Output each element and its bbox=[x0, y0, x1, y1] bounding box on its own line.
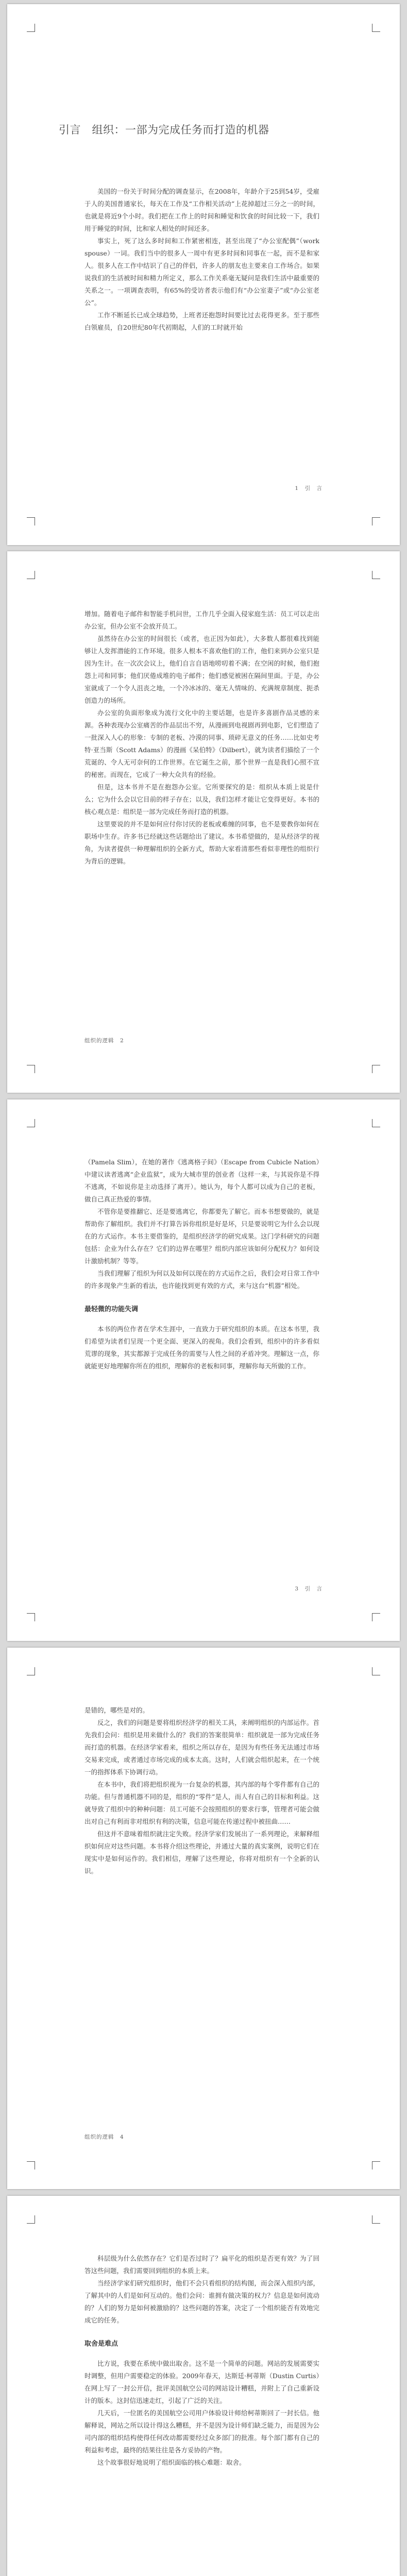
crop-mark bbox=[27, 2215, 35, 2224]
section-heading: 最轻微的功能失调 bbox=[84, 1306, 139, 1313]
paragraph: 当经济学家们研究组织时，他们不会只看组织的结构图，而会深入组织内部，了解其中的人们是如何互动的。他们会问：谁拥有做决策的权力？信息是如何流动的？人们的努力是如何被激励的？这些问题的答案，决定了一个组织能否有效地完成它的任务。 bbox=[84, 2279, 319, 2324]
page-body bbox=[84, 1704, 319, 1877]
page-folio: 1 引 言 bbox=[295, 485, 323, 492]
chapter-title: 引言 组织：一部为完成任务而打造的机器 bbox=[59, 124, 269, 136]
paragraph: 比方说，我要在系统中做出取舍。这不是一个简单的问题。网站的发展需要实时调整，但用户需要稳定的体验。2009年春天，达斯廷·柯蒂斯（Dustin Curtis）在网上写了一封公开信，批评美国航空公司的网站设计糟糕，并附上了自己重新设计的版本。这封信迅速走红，引起了广泛的关注。 bbox=[84, 2360, 319, 2404]
crop-mark bbox=[372, 1667, 380, 1675]
paragraph: 增加。随着电子邮件和智能手机问世，工作几乎全面入侵家庭生活：员工可以走出办公室，但办公室不会放开员工。 bbox=[84, 610, 319, 630]
crop-mark bbox=[27, 571, 35, 579]
document-page-5 bbox=[7, 2196, 400, 2576]
crop-mark bbox=[372, 1065, 380, 1073]
paragraph: 当我们理解了组织为何以及如何以现在的方式运作之后，我们会对日常工作中的许多现象产生新的看法，也许能找到更有效的方式，来与这台“机器”相处。 bbox=[84, 1269, 319, 1290]
page-body bbox=[84, 608, 319, 868]
page-body bbox=[84, 2252, 319, 2469]
section-heading: 取舍是难点 bbox=[84, 2340, 118, 2348]
page-body bbox=[84, 1156, 319, 1372]
paragraph: （Pamela Slim），在她的著作《逃离格子间》（Escape from Cubicle Nation）中建议读者逃离“企业监狱”，成为大城市里的创业者（这样一来，与其说你是不得不逃离，不如说你是主动选择了离开）。她认为，每个人都可以成为自己的老板，做自己真正热爱的事情。 bbox=[84, 1158, 319, 1203]
page-folio: 3 引 言 bbox=[295, 1586, 323, 1592]
crop-mark bbox=[27, 1065, 35, 1073]
crop-mark bbox=[27, 1119, 35, 1127]
paragraph: 不管你是要推翻它、还是要逃离它，你都要先了解它。而本书想要做的，就是帮助你了解组织。我们并不打算告诉你组织是好是坏，只是要说明它为什么会以现在的方式运作。本书主要借鉴的，是组织经济学的研究成果。这门学科研究的问题包括：企业为什么存在？它们的边界在哪里？组织内部应该如何分配权力？如何设计激励机制？等等。 bbox=[84, 1208, 319, 1265]
crop-mark bbox=[27, 2161, 35, 2170]
paragraph: 在本书中，我们将把组织视为一台复杂的机器，其内部的每个零件都有自己的功能。但与普通机器不同的是，组织的“零件”是人，而人有自己的目标和利益。这就导致了组织中的种种问题：员工可能不会按照组织的要求行事，管理者可能会做出对自己有利而非对组织有利的决策，信息可能在传递过程中被扭曲…… bbox=[84, 1781, 319, 1825]
paragraph: 但这并不意味着组织就注定失败。经济学家们发展出了一系列理论，来解释组织如何应对这些问题。本书将介绍这些理论，并通过大量的真实案例，说明它们在现实中是如何运作的。我们相信，理解了这些理论，你将对组织有一个全新的认识。 bbox=[84, 1830, 319, 1875]
crop-mark bbox=[372, 1119, 380, 1127]
paragraph: 几天后，一位匿名的美国航空公司用户体验设计师给柯蒂斯回了一封长信。他解释说，网站之所以设计得这么糟糕，并不是因为设计师们缺乏能力，而是因为公司内部的组织结构使得任何改动都需要经过众多部门的批准。每个部门都有自己的利益和考虑，最终的结果往往是各方妥协的产物。 bbox=[84, 2409, 319, 2454]
paragraph: 工作不断延长已成全球趋势，上班者还抱怨时间要比过去花得更多。至于那些白领雇员，自20世纪80年代初期起，人们的工时就开始 bbox=[84, 311, 319, 331]
crop-mark bbox=[372, 1613, 380, 1621]
paragraph: 虽然待在办公室的时间很长（或者，也正因为如此），大多数人都很难找到能够让人发挥潜能的工作环境。很多人根本不喜欢他们的工作，他们来到办公室只是因为生计。在一次次会议上，他们自言自语地唠叨着不满；在空闲的时候，他们抱怨上司和同事；他们厌倦成堆的电子邮件；他们感觉被困在隔间里面。于是，办公室就成了一个令人沮丧之地，一个冷冰冰的、毫无人情味的、充满规章制度、扼杀创造力的场所。 bbox=[84, 635, 319, 704]
crop-mark bbox=[372, 2215, 380, 2224]
paragraph: 这个故事很好地说明了组织面临的核心难题：取舍。 bbox=[97, 2459, 246, 2466]
paragraph: 但是，这本书并不是在抱怨办公室。它所要探究的是：组织从本质上说是什么；它为什么会以它目前的样子存在；以及，我们怎样才能让它变得更好。本书的核心观点是：组织是一部为完成任务而打造的机器。 bbox=[84, 783, 319, 816]
paragraph: 是错的，哪些是对的。 bbox=[84, 1706, 149, 1714]
crop-mark bbox=[372, 517, 380, 526]
crop-mark bbox=[27, 1667, 35, 1675]
page-folio: 组织的逻辑 2 bbox=[84, 1038, 124, 1044]
crop-mark bbox=[27, 1613, 35, 1621]
paragraph: 科层级为什么依然存在？它们是否过时了？扁平化的组织是否更有效？为了回答这些问题，我们需要回到组织的本质上来。 bbox=[84, 2255, 319, 2275]
page-body bbox=[84, 185, 319, 334]
document-page-3 bbox=[7, 1099, 400, 1641]
crop-mark bbox=[372, 24, 380, 32]
paragraph: 反之，我们的问题是要将组织经济学的相关工具，来阐明组织的内部运作。首先我们会问：组织是用来做什么的？我们的答案很简单：组织就是一部为完成任务而打造的机器。在经济学家看来，组织之所以存在，是因为有些任务无法通过市场交易来完成，或者通过市场完成的成本太高。这时，人们就会组织起来，在一个统一的指挥体系下协调行动。 bbox=[84, 1719, 319, 1776]
crop-mark bbox=[372, 571, 380, 579]
paragraph: 事实上，死了这么多时间和工作紧密相连，甚至出现了“办公室配偶”（work spouse）一词。我们当中的很多人一周中有更多时间和同事在一起，而不是和家人。很多人在工作中结识了自己的伴侣，许多人的朋友也主要来自工作场合。如果说我们的生活被时间和精力所定义，那么工作关系毫无疑问是我们生活中最重要的关系之一。一项调查表明，有65%的受访者表示他们有“办公室妻子”或“办公室老公”。 bbox=[84, 237, 319, 307]
paragraph: 办公室的负面形象成为流行文化中的主要话题，也是许多喜剧作品灵感的来源。各种表现办公室痛苦的作品层出不穷，从漫画到电视剧再到电影，它们塑造了一批深入人心的形象：专制的老板、冷漠的同事、琐碎无意义的任务……比如史考特·亚当斯（Scott Adams）的漫画《呆伯特》（Dilbert），就为读者们描绘了一个荒诞的、令人无可奈何的工作世界。在它诞生之前，那个世界一直是我们心照不宣的秘密。而现在，它成了一种大众共有的经验。 bbox=[84, 709, 319, 778]
paragraph: 美国的一份关于时间分配的调查显示，在2008年，年龄介于25到54岁，受雇于人的美国普通家长，每天在工作及“工作相关活动”上花掉超过三分之一的时间，也就是将近9个小时。我们把在工作上的时间和睡觉和饮食的时间比较一下，我们用于睡觉的时间，比和家人相处的时间还多。 bbox=[84, 188, 319, 232]
paragraph: 本书的两位作者在学术生涯中，一直致力于研究组织的本质。在这本书里，我们希望为读者们呈现一个更全面、更深入的视角。我们会看到，组织中的许多看似荒谬的现象，其实都源于完成任务的需要与人性之间的矛盾冲突。理解这一点，你就能更好地理解你所在的组织，理解你的老板和同事，理解你每天所做的工作。 bbox=[84, 1325, 319, 1370]
paragraph: 这里要说的并不是如何应付你讨厌的老板或难缠的同事，也不是要教你如何在职场中生存。许多书已经就这些话题给出了建议。本书希望做的，是从经济学的视角，为读者提供一种理解组织的全新方式，帮助大家看清那些看似非理性的组织行为背后的逻辑。 bbox=[84, 820, 319, 865]
crop-mark bbox=[27, 517, 35, 526]
document-page-4 bbox=[7, 1648, 400, 2189]
page-folio: 组织的逻辑 4 bbox=[84, 2134, 124, 2140]
document-page-2 bbox=[7, 551, 400, 1093]
crop-mark bbox=[27, 24, 35, 32]
document-page-1 bbox=[7, 4, 400, 545]
crop-mark bbox=[372, 2161, 380, 2170]
